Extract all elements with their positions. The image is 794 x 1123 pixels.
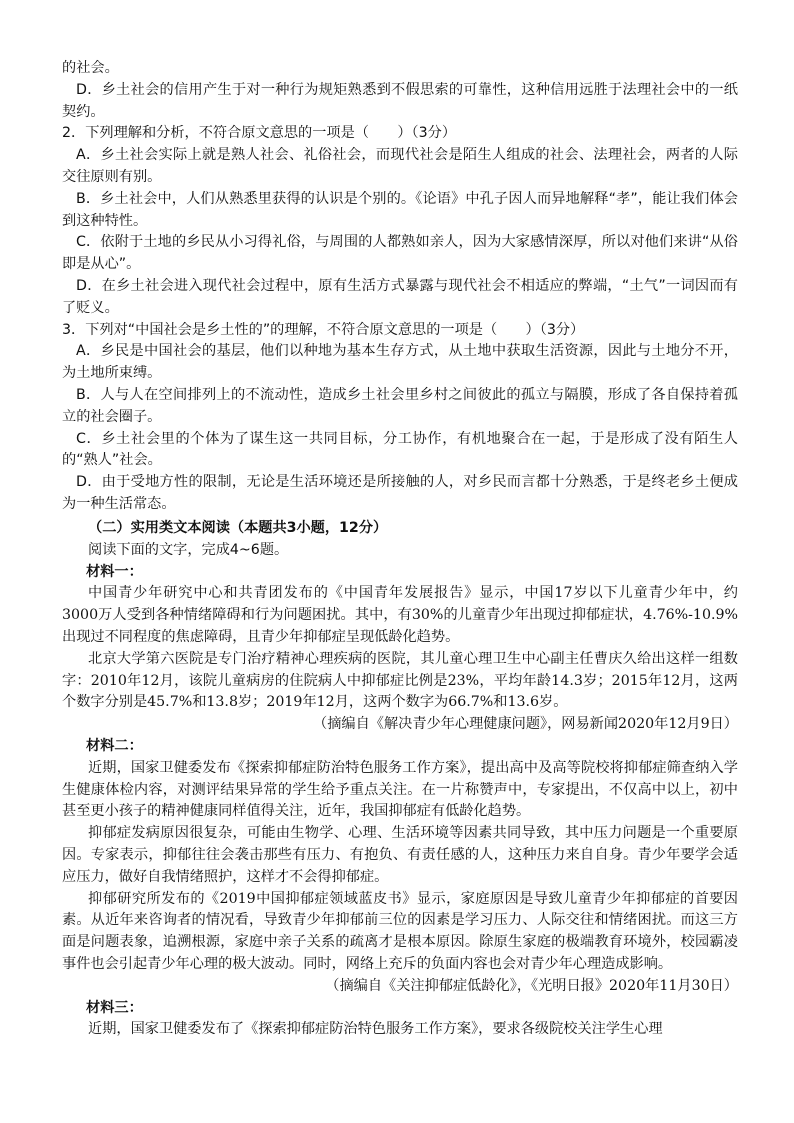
- material-1-label: 材料一：: [86, 563, 143, 580]
- material-2-paragraph: 抑郁症发病原因很复杂，可能由生物学、心理、生活环境等因素共同导致，其中压力问题是一个重要原因。专家表示，抑郁往往会袭击那些有压力、有抱负、有责任感的人，这种压力来自自身。青少年要学会适应压力，做好自我情绪照护，这样才不会得抑郁症。: [62, 825, 738, 885]
- option-a: A．乡民是中国社会的基层，他们以种地为基本生存方式，从土地中获取生活资源，因此与土地分不开，为土地所束缚。: [62, 343, 738, 382]
- option-c: C．乡土社会里的个体为了谋生这一共同目标，分工协作，有机地聚合在一起，于是形成了没有陌生人的“熟人”社会。: [62, 430, 738, 469]
- option-b: B．乡土社会中，人们从熟悉里获得的认识是个别的。《论语》中孔子因人而异地解释“孝”，能让我们体会到这种特性。: [62, 190, 738, 229]
- option-a: A．乡土社会实际上就是熟人社会、礼俗社会，而现代社会是陌生人组成的社会、法理社会，两者的人际交往原则有别。: [62, 147, 738, 185]
- option-c: C．依附于土地的乡民从小习得礼俗，与周围的人都熟如亲人，因为大家感情深厚，所以对他们来讲“从俗即是从心”。: [62, 234, 738, 273]
- option-d: D．乡土社会的信用产生于对一种行为规矩熟悉到不假思索的可靠性，这种信用远胜于法理社会中的一纸契约。: [62, 81, 738, 120]
- question-2: 2．下列理解和分析，不符合原文意思的一项是（ ）（3分）: [62, 125, 457, 142]
- material-3-label: 材料三：: [86, 999, 143, 1016]
- material-3-paragraph: 近期，国家卫健委发布了《探索抑郁症防治特色服务工作方案》，要求各级院校关注学生心理: [88, 1021, 663, 1038]
- material-1-paragraph: 北京大学第六医院是专门治疗精神心理疾病的医院，其儿童心理卫生中心副主任曹庆久给出这样一组数字：2010年12月，该院儿童病房的住院病人中抑郁症比例是23%，平均年龄14.3岁；2015年12月，这两个数字分别是45.7%和13.8岁；2019年12月，这两个数字为66.7%和13.6岁。: [62, 650, 738, 711]
- material-1-source: （摘编自《解决青少年心理健康问题》，网易新闻2020年12月9日）: [313, 716, 738, 733]
- material-1-paragraph: 中国青少年研究中心和共青团发布的《中国青年发展报告》显示，中国17岁以下儿童青少年中，约3000万人受到各种情绪障碍和行为问题困扰。其中，有30%的儿童青少年出现过抑郁症状，4.76%-10.9%出现过不同程度的焦虑障碍，且青少年抑郁症呈现低龄化趋势。: [62, 585, 738, 645]
- section-heading: （二）实用类文本阅读（本题共3小题，12分）: [88, 520, 388, 536]
- instruction: 阅读下面的文字，完成4~6题。: [88, 541, 289, 558]
- material-2-paragraph: 近期，国家卫健委发布《探索抑郁症防治特色服务工作方案》，提出高中及高等院校将抑郁症筛查纳入学生健康体检内容，对测评结果异常的学生给予重点关注。在一片称赞声中，专家提出，不仅高中以上，初中甚至更小孩子的精神健康同样值得关注，近年，我国抑郁症有低龄化趋势。: [62, 759, 738, 820]
- reading-section-1: [62, 58, 738, 516]
- material-2-paragraph: 抑郁研究所发布的《2019中国抑郁症领域蓝皮书》显示，家庭原因是导致儿童青少年抑郁症的首要因素。从近年来咨询者的情况看，导致青少年抑郁前三位的因素是学习压力、人际交往和情绪困扰。而这三方面是问题表象，追溯根源，家庭中亲子关系的疏离才是根本原因。除原生家庭的极端教育环境外，校园霸凌事件也会引起青少年心理的极大波动。同时，网络上充斥的负面内容也会对青少年心理造成影响。: [62, 890, 738, 972]
- option-b: B．人与人在空间排列上的不流动性，造成乡土社会里乡村之间彼此的孤立与隔膜，形成了各自保持着孤立的社会圈子。: [62, 386, 738, 425]
- question-3: 3．下列对“中国社会是乡土性的”的理解，不符合原文意思的一项是（ ）（3分）: [62, 321, 585, 338]
- option-d: D．由于受地方性的限制，无论是生活环境还是所接触的人，对乡民而言都十分熟悉，于是终老乡土便成为一种生活常态。: [62, 474, 738, 512]
- text-line: 的社会。: [62, 60, 119, 76]
- option-d: D．在乡土社会进入现代社会过程中，原有生活方式暴露与现代社会不相适应的弊端，“土气”一词因而有了贬义。: [62, 277, 738, 316]
- material-2-source: （摘编自《关注抑郁症低龄化》，《光明日报》2020年11月30日）: [325, 977, 738, 994]
- material-2-label: 材料二：: [86, 737, 143, 754]
- reading-section-2: [62, 518, 738, 1041]
